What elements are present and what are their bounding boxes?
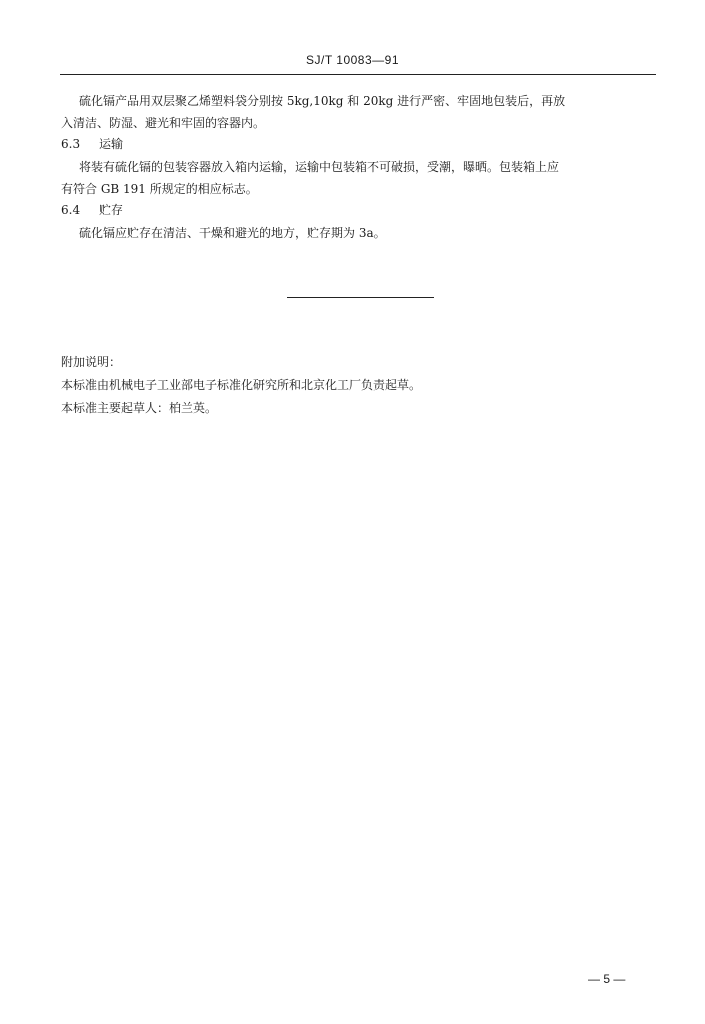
appendix-line-1: 本标准由机械电子工业部电子标准化研究所和北京化工厂负责起草。: [61, 378, 422, 392]
section-heading-storage: [61, 200, 123, 220]
section-heading-transport: [61, 134, 123, 154]
section-title: 贮存: [99, 203, 124, 217]
page-number: — 5 —: [588, 972, 626, 986]
header-rule: [60, 74, 656, 75]
section-number: 6.4: [61, 203, 81, 217]
transport-paragraph-line-1: 将装有硫化镉的包装容器放入箱内运输，运输中包装箱不可破损，受潮，曝晒。包装箱上应: [79, 160, 560, 174]
appendix-title: 附加说明：: [61, 355, 122, 369]
standard-code: SJ/T 10083—91: [305, 53, 399, 67]
packaging-paragraph-line-2: 入清洁、防湿、避光和牢固的容器内。: [61, 116, 266, 130]
appendix-line-2: 本标准主要起草人：柏兰英。: [61, 401, 218, 415]
transport-paragraph-line-2: 有符合 GB 191 所规定的相应标志。: [61, 182, 258, 196]
packaging-paragraph-line-1: 硫化镉产品用双层聚乙烯塑料袋分别按 5kg,10kg 和 20kg 进行严密、牢固地包装后，再放: [79, 94, 566, 108]
end-of-text-rule: [287, 297, 434, 298]
storage-paragraph: 硫化镉应贮存在清洁、干燥和避光的地方，贮存期为 3a。: [79, 226, 386, 240]
section-title: 运输: [99, 137, 124, 151]
section-number: 6.3: [61, 137, 81, 151]
